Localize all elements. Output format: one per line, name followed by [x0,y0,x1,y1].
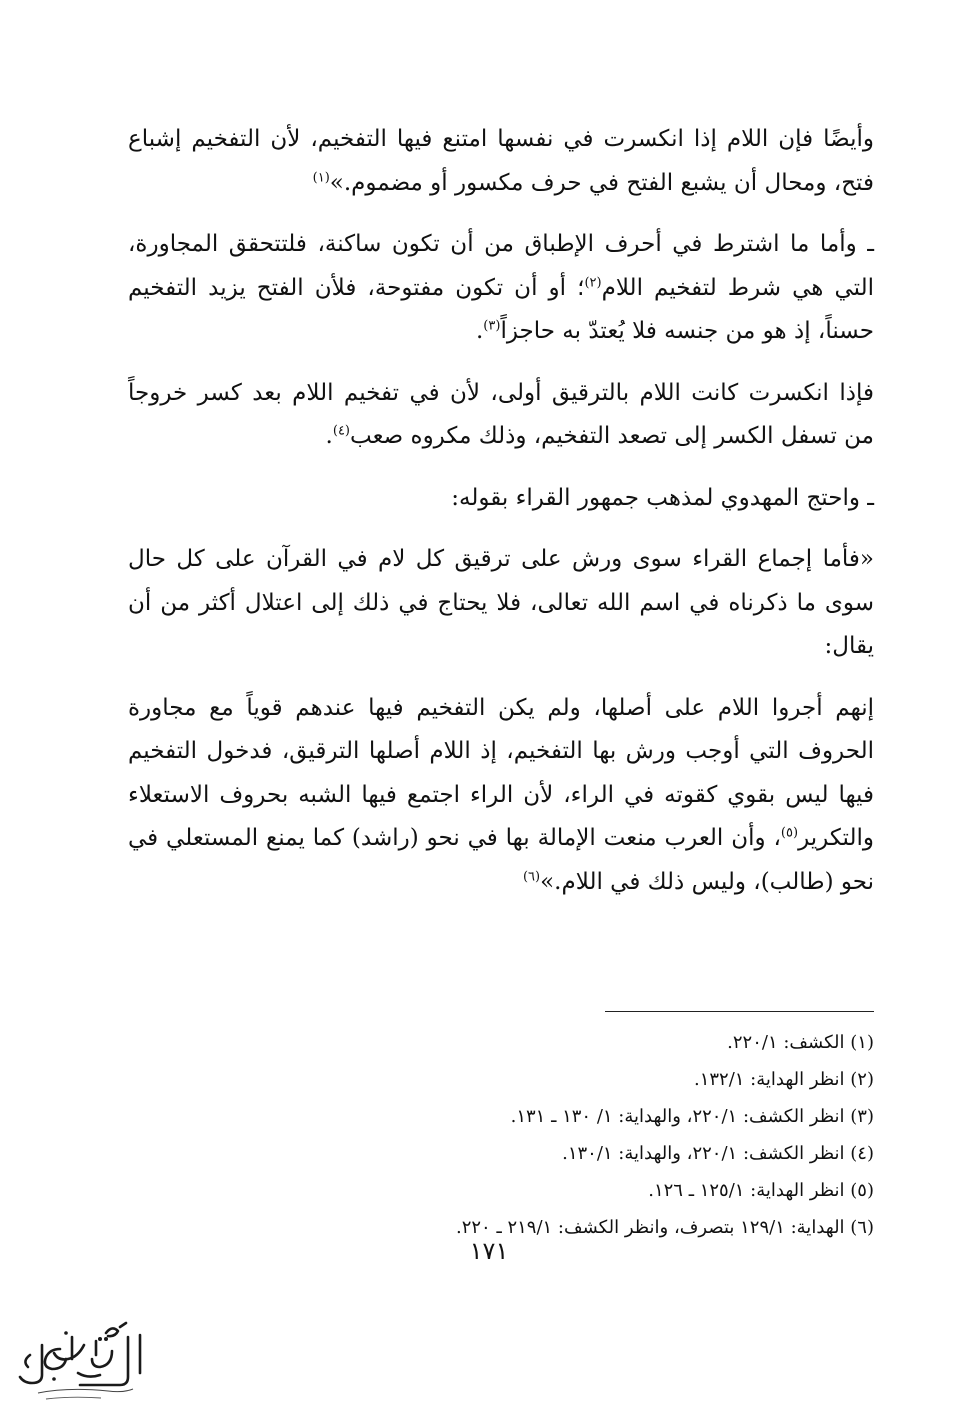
footnote-ref-4[interactable]: (٤) [332,423,350,439]
paragraph-3-text: فإذا انكسرت كانت اللام بالترقيق أولى، لأن في تفخيم اللام بعد كسر خروجاً من تسفل الكسر إلى تصعد التفخيم، وذلك مكروه صعب [128,379,874,449]
footnotes-list [250,1024,874,1246]
footnote-6: (٦) الهداية: ١٢٩/١ بتصرف، وانظر الكشف: ٢١٩/١ ـ ٢٢٠. [455,1217,874,1238]
paragraph-2-text-b: ؛ أو أن تكون مفتوحة، فلأن الفتح يزيد التفخيم حسناً، إذ هو من جنسه فلا يُعتدّ به حاجزاً [128,274,874,344]
footnote-4: (٤) انظر الكشف: ٢٢٠/١، والهداية: ١٣٠/١. [562,1143,874,1164]
footnote-1: (١) الكشف: ٢٢٠/١. [727,1032,874,1053]
footnote-2: (٢) انظر الهداية: ١٣٢/١. [693,1069,874,1090]
paragraph-1 [128,118,874,205]
paragraph-6-text-a: إنهم أجروا اللام على أصلها، ولم يكن التفخيم فيها عندهم قوياً مع مجاورة الحروف التي أوجب ورش بها التفخيم، إذ اللام أصلها الترقيق، فدخول التفخيم فيها ليس بقوي كقوته في الراء، لأن الراء اجتمع فيها الشبه بحروف الاستعلاء والتكرير [128,694,874,851]
paragraph-5 [128,538,874,669]
paragraph-6 [128,687,874,905]
paragraph-4 [128,477,874,521]
paragraph-4-text: ـ واحتج المهدوي لمذهب جمهور القراء بقوله: [451,484,874,511]
footnote-ref-1[interactable]: (١) [312,169,330,185]
footnote-ref-2[interactable]: (٢) [584,274,602,290]
paragraph-3-tail: . [325,423,333,449]
page-number: ١٧١ [469,1237,509,1265]
paragraph-6-text-b: ، وأن العرب منعت الإمالة بها في نحو (راشد) كما يمنع المستعلي في نحو (طالب)، وليس ذلك في اللام.» [128,825,874,895]
footnote-ref-3[interactable]: (٣) [483,318,501,334]
paragraph-2-tail: . [475,318,484,344]
paragraph-2 [128,223,874,354]
footnote-ref-5[interactable]: (٥) [780,825,799,841]
paragraph-3 [128,372,874,459]
uploader-stamp-logo [8,1315,158,1405]
footnote-3: (٣) انظر الكشف: ٢٢٠/١، والهداية: ١/ ١٣٠ ـ ١٣١. [510,1106,874,1127]
paragraph-2-text-a: ـ وأما ما اشترط في أحرف الإطباق من أن تكون ساكنة، فلتتحقق المجاورة، التي هي شرط لتفخيم اللام [128,231,875,301]
main-text [128,118,874,922]
paragraph-1-text: وأيضًا فإن اللام إذا انكسرت في نفسها امتنع فيها التفخيم، لأن التفخيم إشباع فتح، ومحال أن يشبع الفتح في حرف مكسور أو مضموم.» [128,126,874,196]
paragraph-5-text: «فأما إجماع القراء سوى ورش على ترقيق كل لام في القرآن على كل حال سوى ما ذكرناه في اسم الله تعالى، فلا يحتاج في ذلك إلى اعتلال أكثر من أن يقال: [128,546,874,659]
footnote-5: (٥) انظر الهداية: ١٢٥/١ ـ ١٢٦. [648,1180,874,1201]
footnote-ref-6[interactable]: (٦) [522,868,541,884]
footnote-separator [605,1011,874,1012]
